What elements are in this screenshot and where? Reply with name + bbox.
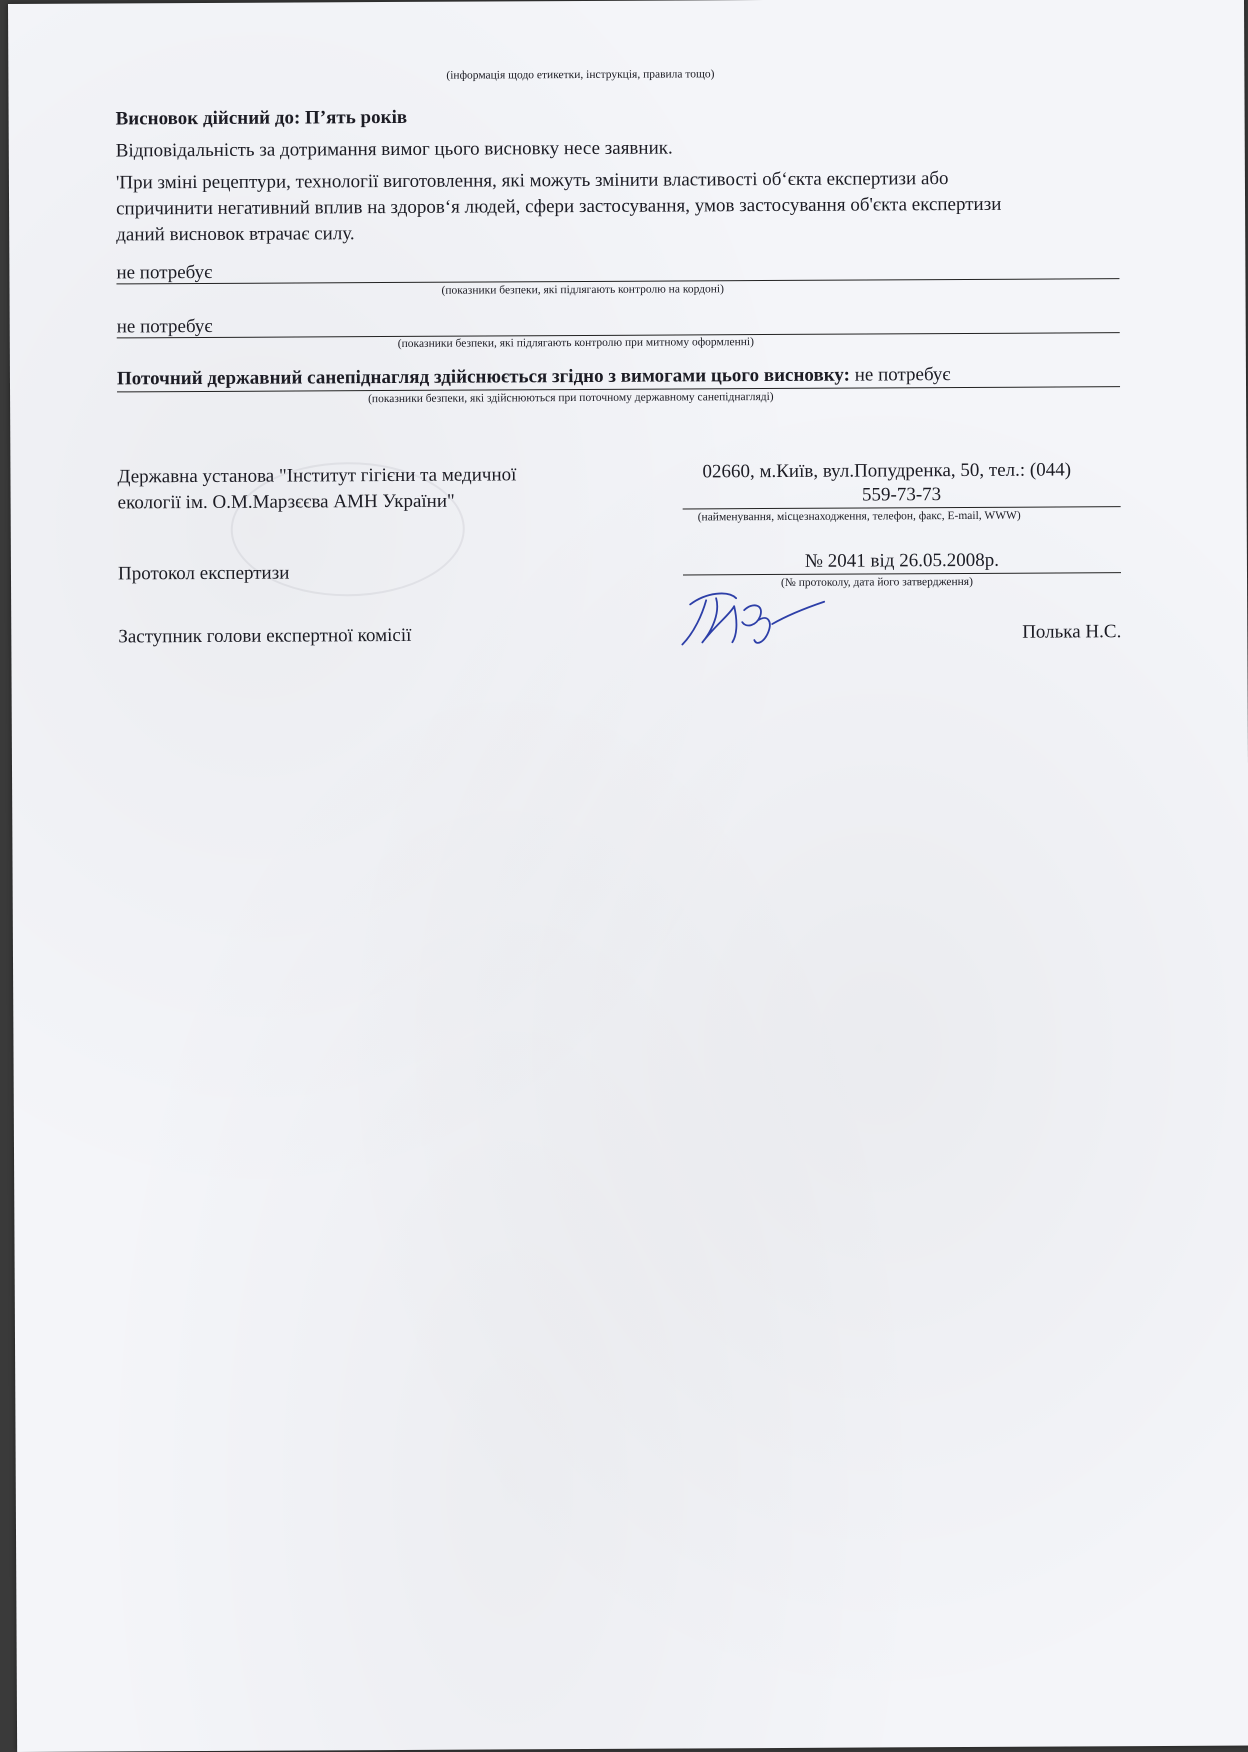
- supervision-caption: (показники безпеки, які здійснюються при поточному державному санепіднагляді): [368, 390, 774, 406]
- label-info-caption: (інформація щодо етикетки, інструкція, правила тощо): [446, 68, 715, 82]
- validity-heading: Висновок дійсний до: П’ять років: [115, 106, 408, 130]
- protocol-label: Протокол експертизи: [117, 562, 290, 585]
- address-line-2: 559-73-73: [861, 484, 942, 506]
- customs-control-caption: (показники безпеки, які підлягають контролю при митному оформленні): [397, 336, 754, 350]
- address-line-1: 02660, м.Київ, вул.Попудренка, 50, тел.: (044): [702, 459, 1072, 483]
- supervision-value: не потребує: [849, 364, 951, 386]
- institution-line-2: екології ім. О.М.Марзєєва АМН України": [117, 490, 455, 514]
- signer-name: Полька Н.С.: [1022, 621, 1122, 643]
- change-clause-line-2: спричинити негативний вплив на здоров‘я людей, сфери застосування, умов застосування об'єкта експертизи: [116, 193, 1002, 220]
- supervision-heading: Поточний державний санепіднагляд здійснюється згідно з вимогами цього висновку:: [116, 364, 850, 390]
- handwritten-signature: [676, 584, 826, 655]
- institution-line-1: Державна установа "Інститут гігієни та медичної: [117, 464, 517, 488]
- border-control-caption: (показники безпеки, які підлягають контролю на кордоні): [441, 283, 724, 297]
- border-control-value: не потребує: [116, 261, 213, 284]
- document-page: [8, 0, 1248, 1752]
- responsibility-text: Відповідальність за дотримання вимог цього висновку несе заявник.: [115, 137, 673, 162]
- customs-control-value: не потребує: [116, 315, 213, 338]
- change-clause-line-1: 'При зміні рецептури, технології виготовлення, які можуть змінити властивості об‘єкта експертизи або: [115, 168, 949, 194]
- change-clause-line-3: даний висновок втрачає силу.: [116, 223, 355, 246]
- protocol-caption: (№ протоколу, дата його затвердження): [781, 575, 973, 589]
- protocol-value: № 2041 від 26.05.2008р.: [804, 549, 999, 572]
- signer-title: Заступник голови експертної комісії: [118, 624, 412, 648]
- address-caption: (найменування, місцезнаходження, телефон, факс, E-mail, WWW): [697, 509, 1021, 524]
